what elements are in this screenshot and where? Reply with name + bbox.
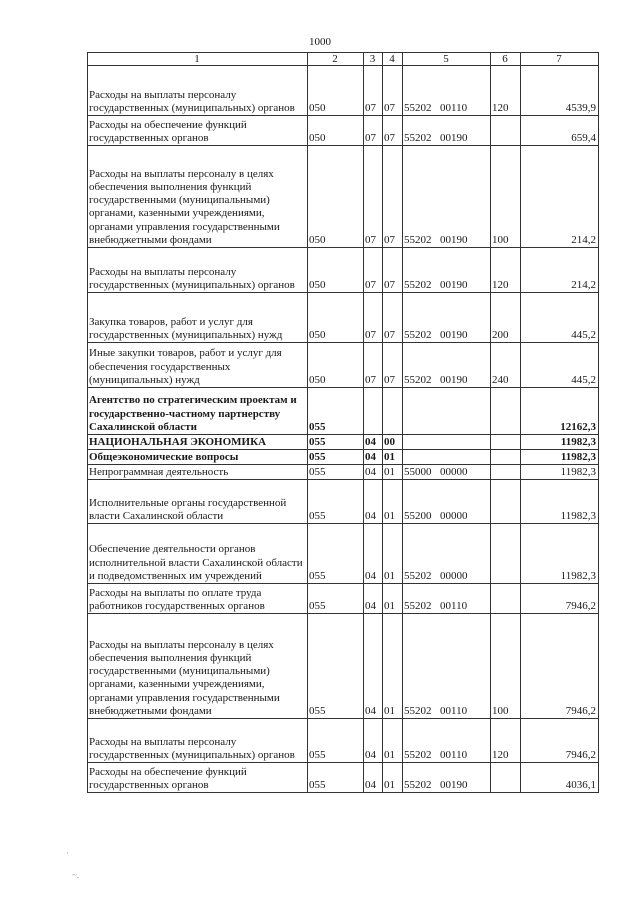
target-article-code bbox=[403, 614, 491, 719]
scan-artifact: ~. bbox=[72, 870, 80, 880]
subsection-code: 01 bbox=[383, 763, 403, 793]
subsection-code: 07 bbox=[383, 293, 403, 343]
target-article-code-part1: 55202 bbox=[404, 131, 432, 144]
target-article-code-part2: 00190 bbox=[440, 278, 468, 291]
admin-code: 055 bbox=[308, 763, 364, 793]
row-name: Расходы на обеспечение функций государственных органов bbox=[88, 116, 308, 146]
expense-type-code: 200 bbox=[491, 293, 521, 343]
subsection-code: 01 bbox=[383, 480, 403, 524]
table-row bbox=[88, 465, 599, 480]
target-article-code-part1: 55202 bbox=[404, 704, 432, 717]
subsection-code: 01 bbox=[383, 584, 403, 614]
section-code bbox=[364, 388, 383, 435]
admin-code: 055 bbox=[308, 719, 364, 763]
admin-code: 055 bbox=[308, 480, 364, 524]
subsection-code: 07 bbox=[383, 248, 403, 293]
target-article-code-part2: 00190 bbox=[440, 373, 468, 386]
column-header: 2 bbox=[308, 53, 364, 66]
section-code: 07 bbox=[364, 248, 383, 293]
target-article-code bbox=[403, 66, 491, 116]
amount: 445,2 bbox=[521, 293, 599, 343]
table-row bbox=[88, 435, 599, 450]
target-article-code-part2: 00190 bbox=[440, 131, 468, 144]
target-article-code-part2: 00000 bbox=[440, 465, 468, 478]
subsection-code: 01 bbox=[383, 450, 403, 465]
expense-type-code: 120 bbox=[491, 719, 521, 763]
section-code: 04 bbox=[364, 614, 383, 719]
expense-type-code: 240 bbox=[491, 343, 521, 388]
subsection-code: 07 bbox=[383, 66, 403, 116]
expense-type-code: 100 bbox=[491, 146, 521, 248]
table-row bbox=[88, 524, 599, 584]
amount: 7946,2 bbox=[521, 584, 599, 614]
amount: 11982,3 bbox=[521, 450, 599, 465]
expense-type-code: 100 bbox=[491, 614, 521, 719]
admin-code: 055 bbox=[308, 614, 364, 719]
row-name: Расходы на выплаты по оплате труда работников государственных органов bbox=[88, 584, 308, 614]
target-article-code-part1: 55202 bbox=[404, 569, 432, 582]
section-code: 04 bbox=[364, 435, 383, 450]
table-row bbox=[88, 343, 599, 388]
amount: 7946,2 bbox=[521, 719, 599, 763]
subsection-code: 01 bbox=[383, 524, 403, 584]
expense-type-code bbox=[491, 450, 521, 465]
expense-type-code bbox=[491, 435, 521, 450]
target-article-code bbox=[403, 763, 491, 793]
target-article-code-part2: 00110 bbox=[440, 599, 468, 612]
table-row bbox=[88, 584, 599, 614]
target-article-code-part1: 55202 bbox=[404, 599, 432, 612]
row-name: НАЦИОНАЛЬНАЯ ЭКОНОМИКА bbox=[88, 435, 308, 450]
subsection-code bbox=[383, 388, 403, 435]
target-article-code bbox=[403, 146, 491, 248]
expense-type-code bbox=[491, 480, 521, 524]
section-code: 07 bbox=[364, 146, 383, 248]
target-article-code bbox=[403, 584, 491, 614]
target-article-code bbox=[403, 465, 491, 480]
amount: 445,2 bbox=[521, 343, 599, 388]
target-article-code bbox=[403, 343, 491, 388]
column-header: 1 bbox=[88, 53, 308, 66]
target-article-code-part2: 00190 bbox=[440, 233, 468, 246]
column-header: 6 bbox=[491, 53, 521, 66]
admin-code: 050 bbox=[308, 293, 364, 343]
amount: 4539,9 bbox=[521, 66, 599, 116]
table-row bbox=[88, 66, 599, 116]
budget-table bbox=[87, 52, 599, 793]
target-article-code-part2: 00110 bbox=[440, 748, 468, 761]
scan-artifact: · bbox=[66, 848, 69, 858]
row-name: Обеспечение деятельности органов исполнительной власти Сахалинской области и подведомственных им учреждений bbox=[88, 524, 308, 584]
section-code: 07 bbox=[364, 293, 383, 343]
target-article-code bbox=[403, 388, 491, 435]
expense-type-code bbox=[491, 524, 521, 584]
expense-type-code bbox=[491, 584, 521, 614]
amount: 11982,3 bbox=[521, 524, 599, 584]
target-article-code bbox=[403, 116, 491, 146]
page-number: 1000 bbox=[309, 36, 331, 48]
table-row bbox=[88, 293, 599, 343]
admin-code: 055 bbox=[308, 450, 364, 465]
subsection-code: 07 bbox=[383, 146, 403, 248]
subsection-code: 01 bbox=[383, 614, 403, 719]
target-article-code-part1: 55202 bbox=[404, 778, 432, 791]
admin-code: 050 bbox=[308, 248, 364, 293]
expense-type-code: 120 bbox=[491, 248, 521, 293]
target-article-code-part2: 00190 bbox=[440, 328, 468, 341]
table-row bbox=[88, 614, 599, 719]
table-row bbox=[88, 450, 599, 465]
target-article-code-part1: 55200 bbox=[404, 509, 432, 522]
target-article-code-part2: 00000 bbox=[440, 569, 468, 582]
admin-code: 050 bbox=[308, 343, 364, 388]
table-row bbox=[88, 146, 599, 248]
row-name: Расходы на обеспечение функций государственных органов bbox=[88, 763, 308, 793]
row-name: Иные закупки товаров, работ и услуг для обеспечения государственных (муниципальных) нужд bbox=[88, 343, 308, 388]
target-article-code-part2: 00110 bbox=[440, 101, 468, 114]
target-article-code-part1: 55202 bbox=[404, 748, 432, 761]
subsection-code: 00 bbox=[383, 435, 403, 450]
column-header: 7 bbox=[521, 53, 599, 66]
section-code: 04 bbox=[364, 524, 383, 584]
table-row bbox=[88, 763, 599, 793]
admin-code: 055 bbox=[308, 435, 364, 450]
section-code: 04 bbox=[364, 480, 383, 524]
target-article-code-part2: 00190 bbox=[440, 778, 468, 791]
amount: 11982,3 bbox=[521, 465, 599, 480]
section-code: 04 bbox=[364, 450, 383, 465]
admin-code: 055 bbox=[308, 388, 364, 435]
section-code: 07 bbox=[364, 116, 383, 146]
target-article-code bbox=[403, 293, 491, 343]
row-name: Расходы на выплаты персоналу в целях обеспечения выполнения функций государственными (муниципальными) органами, казенными учреждениями, органами управления государственными внебюджетными фондами bbox=[88, 614, 308, 719]
target-article-code-part1: 55202 bbox=[404, 101, 432, 114]
expense-type-code bbox=[491, 388, 521, 435]
row-name: Закупка товаров, работ и услуг для государственных (муниципальных) нужд bbox=[88, 293, 308, 343]
section-code: 07 bbox=[364, 343, 383, 388]
table-header-row bbox=[88, 53, 599, 66]
subsection-code: 01 bbox=[383, 719, 403, 763]
section-code: 07 bbox=[364, 66, 383, 116]
admin-code: 050 bbox=[308, 66, 364, 116]
admin-code: 055 bbox=[308, 465, 364, 480]
target-article-code-part1: 55202 bbox=[404, 328, 432, 341]
target-article-code-part2: 00000 bbox=[440, 509, 468, 522]
subsection-code: 07 bbox=[383, 116, 403, 146]
target-article-code-part1: 55202 bbox=[404, 373, 432, 386]
subsection-code: 07 bbox=[383, 343, 403, 388]
row-name: Расходы на выплаты персоналу государственных (муниципальных) органов bbox=[88, 248, 308, 293]
table-row bbox=[88, 719, 599, 763]
amount: 11982,3 bbox=[521, 480, 599, 524]
admin-code: 055 bbox=[308, 524, 364, 584]
target-article-code bbox=[403, 480, 491, 524]
target-article-code bbox=[403, 524, 491, 584]
table-row bbox=[88, 248, 599, 293]
table-row bbox=[88, 388, 599, 435]
section-code: 04 bbox=[364, 719, 383, 763]
target-article-code-part1: 55202 bbox=[404, 278, 432, 291]
amount: 659,4 bbox=[521, 116, 599, 146]
amount: 4036,1 bbox=[521, 763, 599, 793]
section-code: 04 bbox=[364, 584, 383, 614]
admin-code: 050 bbox=[308, 146, 364, 248]
table-row bbox=[88, 116, 599, 146]
target-article-code bbox=[403, 450, 491, 465]
amount: 214,2 bbox=[521, 146, 599, 248]
target-article-code bbox=[403, 435, 491, 450]
section-code: 04 bbox=[364, 763, 383, 793]
column-header: 3 bbox=[364, 53, 383, 66]
section-code: 04 bbox=[364, 465, 383, 480]
row-name: Расходы на выплаты персоналу в целях обеспечения выполнения функций государственными (муниципальными) органами, казенными учреждениями, органами управления государственными внебюджетными фондами bbox=[88, 146, 308, 248]
row-name: Непрограммная деятельность bbox=[88, 465, 308, 480]
row-name: Расходы на выплаты персоналу государственных (муниципальных) органов bbox=[88, 66, 308, 116]
expense-type-code bbox=[491, 465, 521, 480]
amount: 7946,2 bbox=[521, 614, 599, 719]
row-name: Расходы на выплаты персоналу государственных (муниципальных) органов bbox=[88, 719, 308, 763]
target-article-code bbox=[403, 719, 491, 763]
amount: 12162,3 bbox=[521, 388, 599, 435]
expense-type-code: 120 bbox=[491, 66, 521, 116]
target-article-code-part1: 55202 bbox=[404, 233, 432, 246]
table-row bbox=[88, 480, 599, 524]
column-header: 5 bbox=[403, 53, 491, 66]
subsection-code: 01 bbox=[383, 465, 403, 480]
row-name: Агентство по стратегическим проектам и государственно-частному партнерству Сахалинской области bbox=[88, 388, 308, 435]
admin-code: 050 bbox=[308, 116, 364, 146]
target-article-code bbox=[403, 248, 491, 293]
amount: 214,2 bbox=[521, 248, 599, 293]
row-name: Общеэкономические вопросы bbox=[88, 450, 308, 465]
amount: 11982,3 bbox=[521, 435, 599, 450]
target-article-code-part2: 00110 bbox=[440, 704, 468, 717]
expense-type-code bbox=[491, 763, 521, 793]
admin-code: 055 bbox=[308, 584, 364, 614]
target-article-code-part1: 55000 bbox=[404, 465, 432, 478]
column-header: 4 bbox=[383, 53, 403, 66]
row-name: Исполнительные органы государственной власти Сахалинской области bbox=[88, 480, 308, 524]
expense-type-code bbox=[491, 116, 521, 146]
